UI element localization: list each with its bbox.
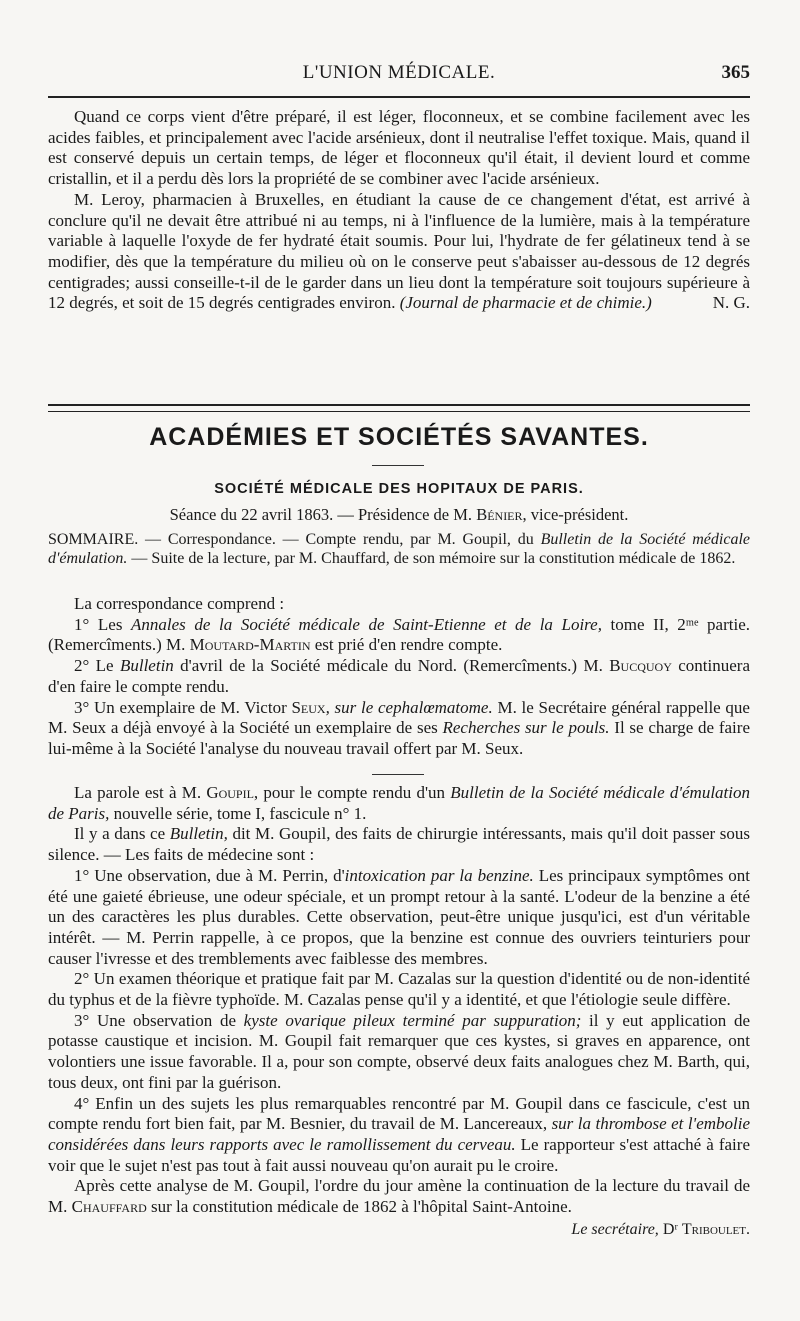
intro-paragraph-1: Quand ce corps vient d'être préparé, il est léger, floconneux, et se combine facilement avec les acides faibles, et principalement avec l'acide arsénieux, dont il neutralise l'effet toxique. Mais, quand il est conservé depuis un certain temps, de léger et floconneux qu'il était, il devient lourd et comme cristallin, et il a perdu dès lors la propriété de se combiner avec l'acide arsénieux.	[48, 107, 750, 189]
running-head: L'UNION MÉDICALE.	[302, 62, 496, 83]
seance-line: Séance du 22 avril 1863. — Présidence de M. Bénier, vice-président.	[169, 505, 629, 524]
correspondence-intro: La correspondance comprend :	[74, 594, 285, 613]
intro-text	[48, 107, 750, 314]
header-rule	[48, 96, 750, 98]
report-paragraph: La parole est à M. Goupil, pour le compte rendu d'un Bulletin de la Société médicale d'émulation de Paris, nouvelle série, tome I, fascicule n° 1.	[48, 783, 750, 823]
report-paragraph: 4° Enfin un des sujets les plus remarquables rencontré par M. Goupil dans ce fascicule, c'est un compte rendu fort bien fait, par M. Besnier, du travail de M. Lancereaux, sur la thrombose et l'embolie considérées dans leurs rapports avec le ramollissement du cerveau. Le rapporteur s'est attaché à faire voir que le sujet n'est pas tout à fait aussi nouveau qu'on aurait pu le croire.	[48, 1093, 751, 1175]
report-paragraph: Après cette analyse de M. Goupil, l'ordre du jour amène la continuation de la lecture du travail de M. Chauffard sur la constitution médicale de 1862 à l'hôpital Saint-Antoine.	[48, 1176, 750, 1217]
signature: Le secrétaire, Dʳ Triboulet.	[571, 1220, 750, 1238]
correspondence-item: 1° Les Annales de la Société médicale de Saint-Etienne et de la Loire, tome II, 2ᵐᵉ partie. (Remercîments.) M. Moutard-Martin est prié d'en rendre compte.	[48, 614, 750, 655]
section-divider	[48, 404, 750, 412]
section-title: ACADÉMIES ET SOCIÉTÉS SAVANTES.	[149, 423, 649, 451]
source-citation: (Journal de pharmacie et de chimie.)	[399, 293, 652, 313]
intro-paragraph-2: M. Leroy, pharmacien à Bruxelles, en étudiant la cause de ce changement d'état, est arrivé à conclure qu'il ne devait être attribué ni au temps, ni à l'influence de la lumière, mais à la température variable à laquelle l'oxyde de fer hydraté était soumis. Pour lui, l'hydrate de fer gélatineux tend à se modifier, dès que la température du milieu où on le conserve peut s'abaisser au-dessous de 12 degrés centigrades; aussi conseille-t-il de le garder dans un lieu dont la température soit toujours supérieure à 12 degrés, et soit de 15 degrés centigrades environ. (Journal de pharmacie et de chimie.) N. G.	[48, 189, 750, 313]
paragraph-rule	[372, 774, 424, 775]
summary: SOMMAIRE. — Correspondance. — Compte rendu, par M. Goupil, du Bulletin de la Société médicale d'émulation. — Suite de la lecture, par M. Chauffard, de son mémoire sur la constitution médicale de 1862.	[48, 531, 750, 567]
report-paragraph: 2° Un examen théorique et pratique fait par M. Cazalas sur la question d'identité ou de non-identité du typhus et de la fièvre typhoïde. M. Cazalas pense qu'il y a identité, et que l'étiologie seule diffère.	[48, 969, 750, 1010]
title-rule	[372, 465, 424, 466]
society-heading: SOCIÉTÉ MÉDICALE DES HOPITAUX DE PARIS.	[214, 481, 584, 497]
report-paragraph: 3° Une observation de kyste ovarique pileux terminé par suppuration; il y eut application de potasse caustique et incision. M. Goupil fait remarquer que ces kystes, si graves en apparence, ont volontiers une issue favorable. Il a, pour son compte, observé deux faits analogues chez M. Barth, qui, tous deux, ont fini par la guérison.	[48, 1010, 751, 1092]
page-header	[48, 62, 750, 88]
author-initials: N. G.	[712, 293, 750, 313]
correspondence-item: 2° Le Bulletin d'avril de la Société médicale du Nord. (Remercîments.) M. Bucquoy continuera d'en faire le compte rendu.	[48, 656, 751, 696]
correspondence	[48, 594, 750, 760]
report-paragraph: 1° Une observation, due à M. Perrin, d'intoxication par la benzine. Les principaux symptômes ont été une gaieté ébrieuse, une odeur spéciale, et un prompt retour à la santé. L'odeur de la benzine a été un des caractères les plus durables. Cette observation, peut-être unique jusqu'ici, est d'un véritable intérêt. — M. Perrin rappelle, à ce propos, que la benzine est connue des ouvriers teinturiers pour causer l'ivresse et des tremblements avec faiblesse des membres.	[48, 865, 750, 968]
correspondence-item: 3° Un exemplaire de M. Victor Seux, sur le cephalœmatome. M. le Secrétaire général rappelle que M. Seux a déjà envoyé à la Société un exemplaire de ses Recherches sur le pouls. Il se charge de faire lui-même à la Société l'analyse du nouveau travail offert par M. Seux.	[48, 697, 750, 758]
page-number: 365	[721, 62, 750, 83]
report	[48, 783, 750, 1240]
report-paragraph: Il y a dans ce Bulletin, dit M. Goupil, des faits de chirurgie intéressants, mais qu'il doit passer sous silence. — Les faits de médecine sont :	[48, 824, 750, 865]
president-name: Bénier	[476, 505, 523, 524]
summary-label: SOMMAIRE.	[48, 531, 139, 548]
